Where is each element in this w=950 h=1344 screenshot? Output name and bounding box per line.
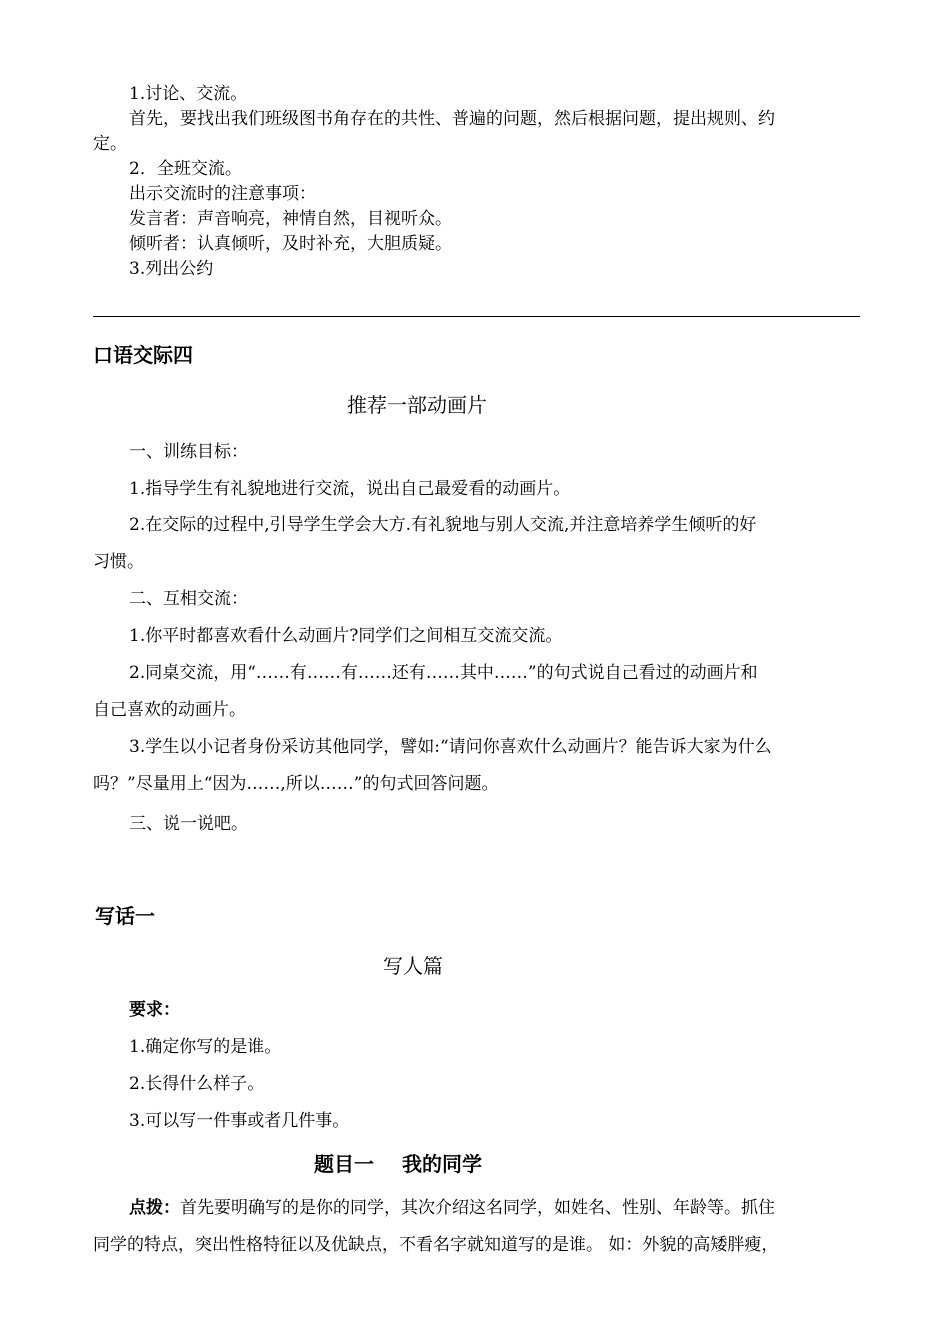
section-title-writing-one: 写人篇 xyxy=(383,954,443,978)
text-line: 倾听者：认真倾听，及时补充，大胆质疑。 xyxy=(129,234,452,254)
text-line: 1.指导学生有礼貌地进行交流，说出自己最爱看的动画片。 xyxy=(129,479,571,499)
topic-title xyxy=(314,1152,482,1176)
hint-paragraph-line xyxy=(129,1196,775,1220)
text-line: 定。 xyxy=(93,134,127,154)
section-heading-oral-four: 口语交际四 xyxy=(93,343,193,367)
requirement-item: 1.确定你写的是谁。 xyxy=(129,1037,282,1057)
text-line: 1.你平时都喜欢看什么动画片?同学们之间相互交流交流。 xyxy=(129,626,563,646)
text-line: 二、互相交流： xyxy=(129,589,248,609)
text-line: 一、训练目标： xyxy=(129,442,248,462)
text-line: 出示交流时的注意事项： xyxy=(129,184,316,204)
requirement-item: 2.长得什么样子。 xyxy=(129,1074,265,1094)
hint-paragraph-line: 同学的特点，突出性格特征以及优缺点，不看名字就知道写的是谁。 如：外貌的高矮胖瘦， xyxy=(93,1235,779,1255)
text-line: 2.同桌交流，用“……有……有……还有……其中……”的句式说自己看过的动画片和 xyxy=(129,663,758,683)
text-line: 3.列出公约 xyxy=(129,259,214,279)
text-line: 2.在交际的过程中,引导学生学会大方.有礼貌地与别人交流,并注意培养学生倾听的好 xyxy=(129,515,757,535)
requirements-label: 要求： xyxy=(129,1000,180,1020)
text-line: 3.学生以小记者身份采访其他同学，譬如:“请问你喜欢什么动画片？能告诉大家为什么 xyxy=(129,737,772,757)
hint-label: 点拨： xyxy=(129,1198,180,1218)
section-title-oral-four: 推荐一部动画片 xyxy=(347,393,487,417)
text-line: 习惯。 xyxy=(93,552,144,572)
requirement-item: 3.可以写一件事或者几件事。 xyxy=(129,1111,350,1131)
text-line: 发言者：声音响亮，神情自然，目视听众。 xyxy=(129,209,452,229)
topic-name: 我的同学 xyxy=(402,1152,482,1176)
text-line: 首先，要找出我们班级图书角存在的共性、普遍的问题，然后根据问题，提出规则、约 xyxy=(129,109,775,129)
text-line: 2．全班交流。 xyxy=(129,159,242,179)
text-line: 自己喜欢的动画片。 xyxy=(93,700,246,720)
topic-label: 题目一 xyxy=(314,1152,374,1176)
section-heading-writing-one: 写话一 xyxy=(95,904,155,928)
text-line: 1.讨论、交流。 xyxy=(129,84,248,104)
hint-text: 首先要明确写的是你的同学，其次介绍这名同学，如姓名、性别、年龄等。抓住 xyxy=(180,1198,775,1218)
text-line: 吗？”尽量用上“因为……,所以……”的句式回答问题。 xyxy=(93,774,499,794)
text-line: 三、说一说吧。 xyxy=(129,814,248,834)
horizontal-divider xyxy=(93,316,860,317)
